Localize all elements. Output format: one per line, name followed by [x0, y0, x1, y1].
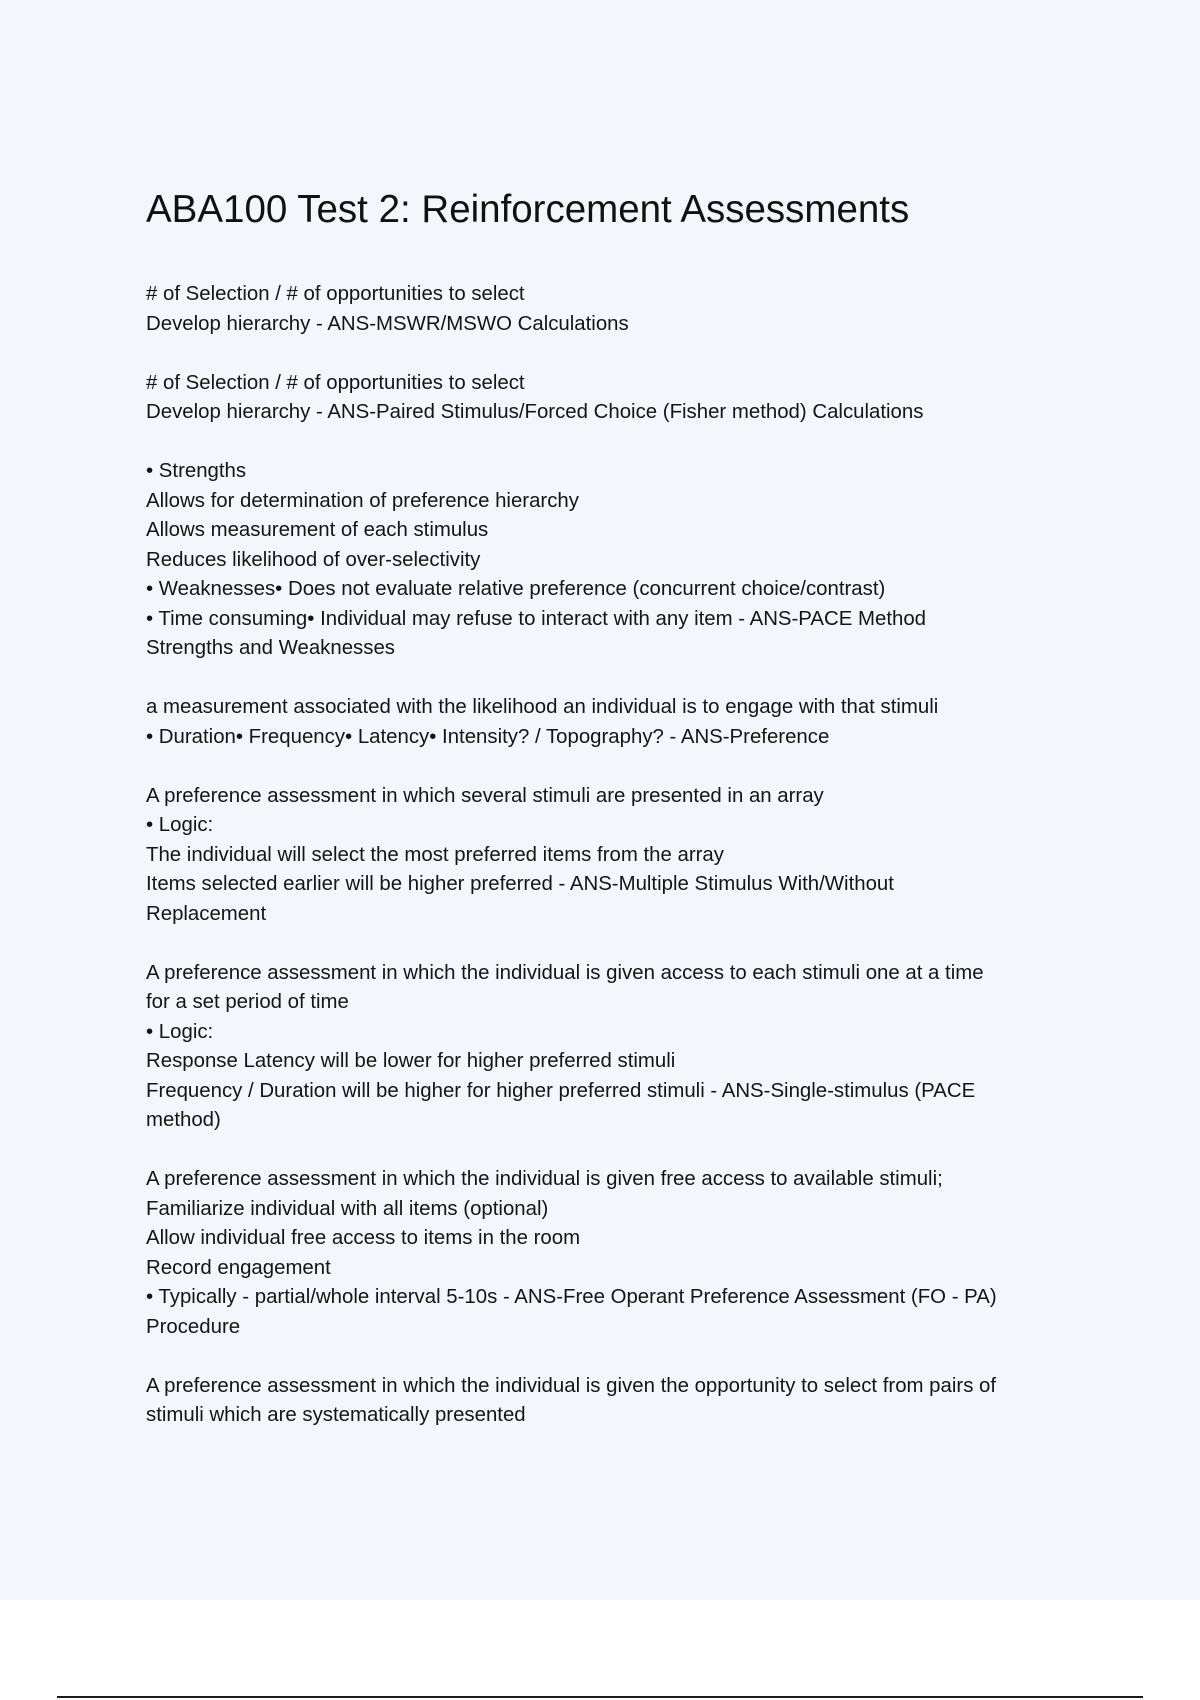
footer-divider	[57, 1696, 1143, 1698]
text-line: • Duration• Frequency• Latency• Intensity? / Topography? - ANS-Preference	[146, 725, 830, 748]
text-line: • Logic:	[146, 814, 214, 836]
text-line: A preference assessment in which several stimuli are presented in an array	[146, 784, 824, 807]
text-line: Response Latency will be lower for higher preferred stimuli	[146, 1050, 676, 1072]
text-block-free-operant	[146, 1165, 1146, 1342]
text-line: A preference assessment in which the individual is given the opportunity to select from pairs of	[146, 1374, 997, 1397]
text-block-multiple-stimulus	[146, 782, 1146, 930]
text-line: Items selected earlier will be higher preferred - ANS-Multiple Stimulus With/Without	[146, 873, 894, 895]
text-line: Procedure	[146, 1315, 241, 1338]
text-block-pace-strengths-weaknesses	[146, 457, 1146, 664]
text-line: The individual will select the most preferred items from the array	[146, 843, 724, 866]
text-line: • Logic:	[146, 1020, 214, 1043]
text-line: • Weaknesses• Does not evaluate relative preference (concurrent choice/contrast)	[146, 578, 886, 600]
text-line: Allow individual free access to items in the room	[146, 1227, 581, 1249]
text-line: stimuli which are systematically presented	[146, 1404, 526, 1426]
text-line: Record engagement	[146, 1256, 331, 1279]
text-line: • Strengths	[146, 460, 247, 482]
text-line: a measurement associated with the likelihood an individual is to engage with that stimuli	[146, 696, 939, 718]
text-block-preference	[146, 693, 1146, 752]
text-block-paired-stimulus-calculations	[146, 369, 1146, 428]
text-line: Frequency / Duration will be higher for higher preferred stimuli - ANS-Single-stimulus (PACE	[146, 1079, 976, 1102]
text-line: Develop hierarchy - ANS-MSWR/MSWO Calculations	[146, 312, 629, 335]
text-line: Strengths and Weaknesses	[146, 637, 395, 659]
text-line: Allows for determination of preference hierarchy	[146, 489, 579, 512]
text-block-mswo-calculations	[146, 280, 1146, 339]
text-line: A preference assessment in which the individual is given access to each stimuli one at a time	[146, 961, 984, 984]
text-line: Reduces likelihood of over-selectivity	[146, 548, 481, 571]
text-line: # of Selection / # of opportunities to select	[146, 371, 525, 394]
text-line: method)	[146, 1109, 221, 1131]
page-title: ABA100 Test 2: Reinforcement Assessments	[146, 188, 910, 231]
text-block-paired-stimulus	[146, 1372, 1146, 1431]
text-line: A preference assessment in which the individual is given free access to available stimuli;	[146, 1168, 943, 1190]
text-line: # of Selection / # of opportunities to select	[146, 283, 525, 305]
text-line: • Time consuming• Individual may refuse to interact with any item - ANS-PACE Method	[146, 607, 926, 630]
text-line: Develop hierarchy - ANS-Paired Stimulus/Forced Choice (Fisher method) Calculations	[146, 401, 924, 423]
text-line: for a set period of time	[146, 991, 349, 1013]
text-blocks	[146, 280, 1146, 1460]
text-line: Replacement	[146, 902, 267, 925]
text-line: Allows measurement of each stimulus	[146, 519, 489, 541]
text-block-single-stimulus	[146, 959, 1146, 1136]
text-line: Familiarize individual with all items (optional)	[146, 1197, 549, 1220]
text-line: • Typically - partial/whole interval 5-10s - ANS-Free Operant Preference Assessment (FO - PA)	[146, 1286, 997, 1308]
